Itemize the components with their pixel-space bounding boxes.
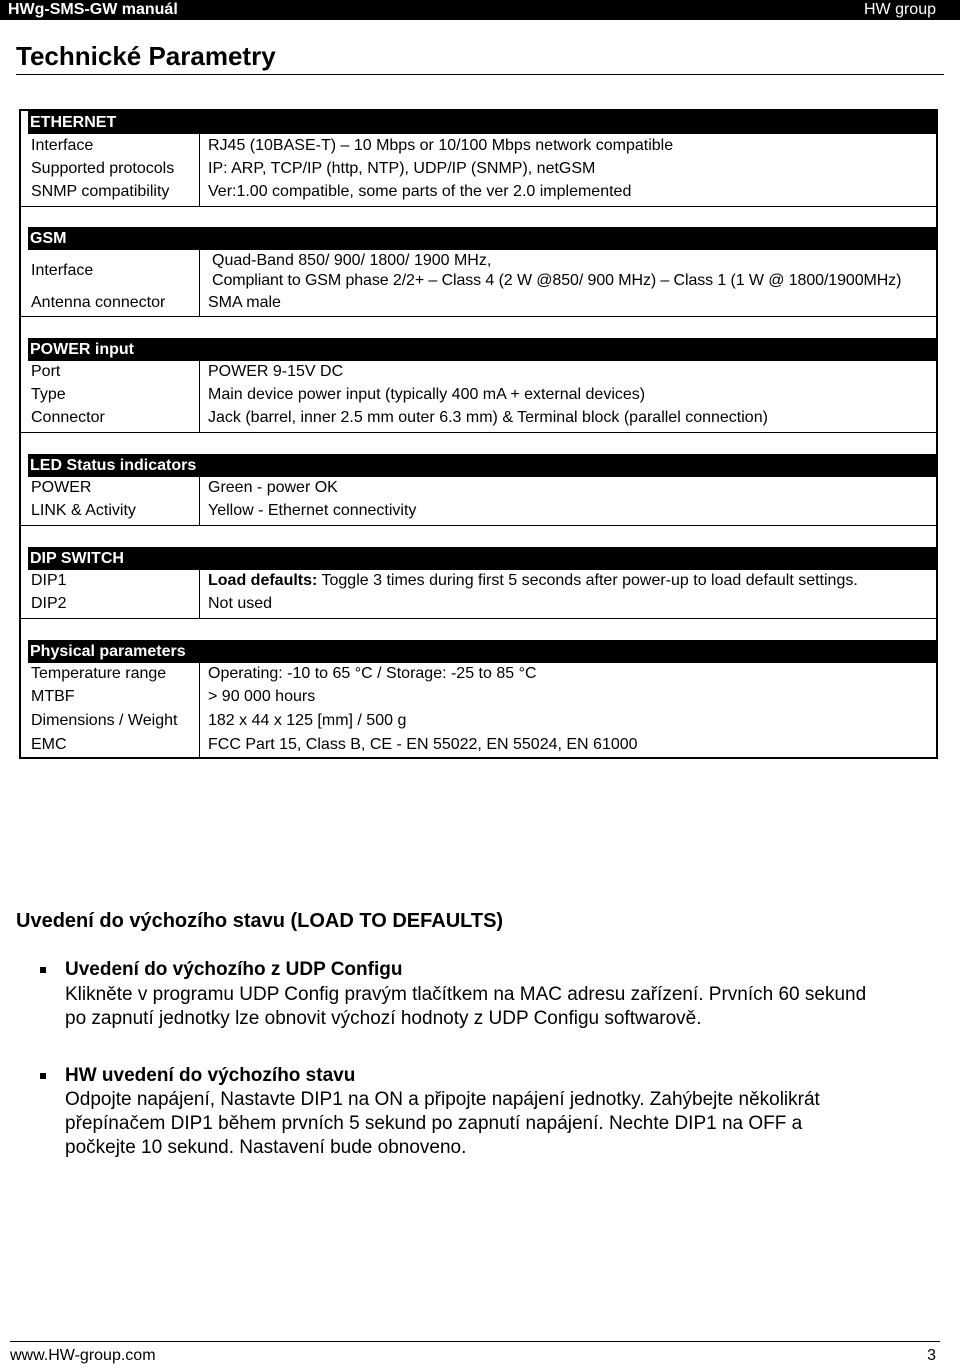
physical-label: EMC: [31, 736, 67, 753]
defaults-item-text: přepínačem DIP1 během prvních 5 sekund po zapnutí napájení. Nechte DIP1 na OFF a: [65, 1113, 803, 1134]
row-divider: [21, 525, 936, 526]
page-title: Technické Parametry: [16, 41, 276, 71]
physical-value: 182 x 44 x 125 [mm] / 500 g: [208, 712, 407, 729]
led-label: LINK & Activity: [31, 502, 136, 519]
physical-value: FCC Part 15, Class B, CE - EN 55022, EN 55024, EN 61000: [208, 736, 638, 753]
footer-divider: [10, 1341, 940, 1342]
defaults-item-text: Odpojte napájení, Nastavte DIP1 na ON a připojte napájení jednotky. Zahýbejte několikrát: [65, 1089, 820, 1110]
bullet-icon: [40, 967, 46, 973]
dip1-key: Load defaults:: [208, 572, 318, 589]
physical-label: Dimensions / Weight: [31, 712, 178, 729]
section-led-heading: LED Status indicators: [28, 454, 936, 477]
ethernet-label: Interface: [31, 137, 94, 154]
gsm-interface-label: Interface: [31, 262, 94, 279]
power-value: Jack (barrel, inner 2.5 mm outer 6.3 mm) & Terminal block (parallel connection): [208, 409, 768, 426]
power-label: Port: [31, 363, 61, 380]
section-dip-heading: DIP SWITCH: [28, 547, 936, 570]
section-ethernet-heading: ETHERNET: [28, 111, 936, 134]
gsm-antenna-value: SMA male: [208, 294, 281, 311]
column-divider: [199, 477, 200, 525]
ethernet-value: IP: ARP, TCP/IP (http, NTP), UDP/IP (SNMP), netGSM: [208, 160, 596, 177]
column-divider: [199, 361, 200, 432]
ethernet-value: Ver:1.00 compatible, some parts of the ver 2.0 implemented: [208, 183, 632, 200]
power-value: POWER 9-15V DC: [208, 363, 344, 380]
dip1-label: DIP1: [31, 572, 67, 589]
footer-website-link[interactable]: www.HW-group.com: [10, 1347, 156, 1364]
dip1-value: [208, 571, 858, 591]
ethernet-label: Supported protocols: [31, 160, 175, 177]
row-divider: [21, 206, 936, 207]
physical-value: > 90 000 hours: [208, 688, 316, 705]
power-value: Main device power input (typically 400 mA + external devices): [208, 386, 646, 403]
section-gsm-heading: GSM: [28, 227, 936, 250]
dip1-desc: Toggle 3 times during first 5 seconds after power-up to load default settings.: [317, 572, 858, 589]
dip2-label: DIP2: [31, 595, 67, 612]
power-label: Connector: [31, 409, 105, 426]
gsm-interface-value: Quad-Band 850/ 900/ 1800/ 1900 MHz,: [212, 252, 492, 269]
defaults-title: Uvedení do výchozího stavu (LOAD TO DEFAULTS): [16, 910, 504, 932]
power-label: Type: [31, 386, 66, 403]
defaults-item-text: Klikněte v programu UDP Config pravým tlačítkem na MAC adresu zařízení. Prvních 60 sekund: [65, 984, 867, 1005]
column-divider: [199, 663, 200, 757]
physical-value: Operating: -10 to 65 °C / Storage: -25 to 85 °C: [208, 665, 537, 682]
title-divider: [16, 74, 944, 75]
row-divider: [21, 618, 936, 619]
physical-label: Temperature range: [31, 665, 167, 682]
defaults-item-text: počkejte 10 sekund. Nastavení bude obnoveno.: [65, 1137, 467, 1158]
defaults-item-heading: HW uvedení do výchozího stavu: [65, 1065, 356, 1086]
column-divider: [199, 570, 200, 618]
gsm-interface-value: Compliant to GSM phase 2/2+ – Class 4 (2 W @850/ 900 MHz) – Class 1 (1 W @ 1800/1900MHz): [212, 272, 902, 289]
page-number: 3: [927, 1347, 936, 1364]
row-divider: [21, 316, 936, 317]
led-value: Green - power OK: [208, 479, 338, 496]
section-power-heading: POWER input: [28, 338, 936, 361]
defaults-item-heading: Uvedení do výchozího z UDP Configu: [65, 959, 403, 980]
column-divider: [199, 134, 200, 206]
company-name: HW group: [863, 1, 936, 18]
ethernet-value: RJ45 (10BASE-T) – 10 Mbps or 10/100 Mbps network compatible: [208, 137, 674, 154]
defaults-item-text: po zapnutí jednotky lze obnovit výchozí hodnoty z UDP Configu softwarově.: [65, 1008, 702, 1029]
manual-title: HWg-SMS-GW manuál: [8, 1, 178, 18]
physical-label: MTBF: [31, 688, 75, 705]
section-physical-heading: Physical parameters: [28, 640, 936, 663]
bullet-icon: [40, 1073, 46, 1079]
page-header: [0, 0, 960, 20]
dip2-value: Not used: [208, 595, 273, 612]
ethernet-label: SNMP compatibility: [31, 183, 170, 200]
row-divider: [21, 432, 936, 433]
led-label: POWER: [31, 479, 92, 496]
led-value: Yellow - Ethernet connectivity: [208, 502, 417, 519]
gsm-antenna-label: Antenna connector: [31, 294, 166, 311]
column-divider: [199, 250, 200, 316]
